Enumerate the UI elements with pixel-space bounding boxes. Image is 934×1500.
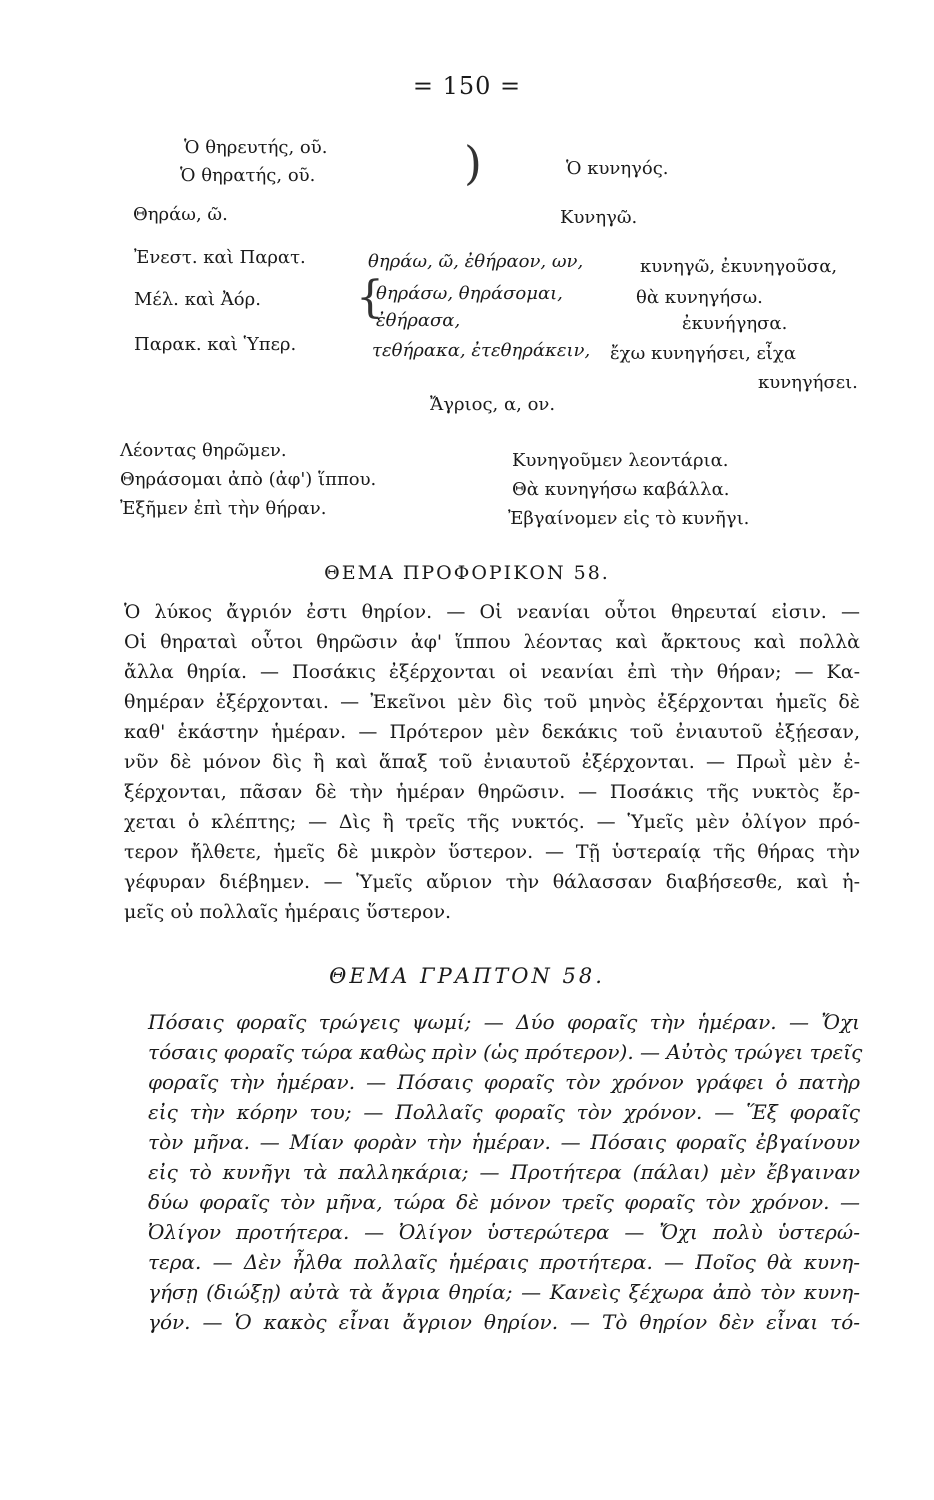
oral-line: Ὁ λύκος ἄγριόν ἐστι θηρίον. — Οἱ νεανίαι οὗτοι θηρευταί εἰσιν. — — [124, 601, 860, 623]
written-line: τερα. — Δὲν ἦλθα πολλαῖς ἡμέραις προτήτερα. — Ποῖος θὰ κυνη- — [148, 1250, 860, 1274]
phrase-modern-2: Θὰ κυνηγήσω καβάλλα. — [512, 479, 730, 500]
phrase-ancient-3: Ἐξῆμεν ἐπὶ τὴν θήραν. — [120, 498, 327, 519]
tense-label-perfect: Παρακ. καὶ Ὑπερ. — [134, 334, 297, 355]
tense-perfect-ancient: τεθήρακα, ἐτεθηράκειν, — [372, 340, 591, 361]
written-heading: ΘΕΜΑ ΓΡΑΠΤΟΝ 58. — [329, 964, 605, 988]
tense-perfect-modern-cont: κυνηγήσει. — [758, 372, 858, 393]
phrase-modern-1: Κυνηγοῦμεν λεοντάρια. — [512, 450, 729, 471]
oral-line: γέφυραν διέβημεν. — Ὑμεῖς αὔριον τὴν θάλασσαν διαβήσεσθε, καὶ ἡ- — [124, 871, 860, 893]
vocab-verb-ancient: Θηράω, ῶ. — [133, 204, 228, 225]
tense-future-ancient: θηράσω, θηράσομαι, — [376, 283, 563, 304]
oral-line: Οἱ θηραταὶ οὗτοι θηρῶσιν ἀφ' ἵππου λέοντας καὶ ἄρκτους καὶ πολλὰ — [124, 631, 860, 653]
written-line: Ὀλίγον προτήτερα. — Ὀλίγον ὑστερώτερα — Ὄχι πολὺ ὑστερώ- — [148, 1220, 860, 1244]
tense-present-ancient: θηράω, ῶ, ἐθήραον, ων, — [368, 251, 584, 272]
written-line: Πόσαις φοραῖς τρώγεις ψωμί; — Δύο φοραῖς τὴν ἡμέραν. — Ὄχι — [148, 1010, 860, 1034]
brace: ) — [464, 136, 482, 190]
vocab-noun-1: Ὁ θηρευτής, οῦ. — [184, 137, 328, 158]
tense-aorist-modern: ἐκυνήγησα. — [682, 313, 788, 334]
oral-line: νῦν δὲ μόνον δὶς ἢ καὶ ἅπαξ τοῦ ἐνιαυτοῦ ἐξέρχονται. — Πρωῒ μὲν ἐ- — [124, 751, 860, 773]
written-line: εἰς τὴν κόρην του; — Πολλαῖς φοραῖς τὸν χρόνον. — Ἕξ φοραῖς — [148, 1100, 860, 1124]
tense-future-modern: θὰ κυνηγήσω. — [636, 287, 763, 308]
vocab-noun-modern: Ὁ κυνηγός. — [566, 158, 669, 179]
vocab-verb-modern: Κυνηγῶ. — [560, 207, 638, 228]
tense-aorist-ancient: ἐθήρασα, — [376, 310, 461, 331]
tense-perfect-modern: ἔχω κυνηγήσει, εἶχα — [610, 343, 796, 364]
tense-label-present: Ἐνεστ. καὶ Παρατ. — [134, 247, 306, 268]
oral-line: τερον ἤλθετε, ἡμεῖς δὲ μικρὸν ὕστερον. — Τῇ ὑστεραίᾳ τῆς θήρας τὴν — [124, 841, 860, 863]
phrase-ancient-2: Θηράσομαι ἀπὸ (ἀφ') ἵππου. — [120, 469, 377, 490]
written-line: τόσαις φοραῖς τώρα καθὼς πρὶν (ὡς πρότερον). — Αὐτὸς τρώγει τρεῖς — [148, 1040, 863, 1064]
phrase-modern-3: Ἐβγαίνομεν εἰς τὸ κυνῆγι. — [508, 508, 750, 529]
vocab-adjective: Ἄγριος, α, ον. — [430, 394, 556, 415]
vocab-noun-2: Ὁ θηρατής, οῦ. — [180, 165, 316, 186]
written-line: δύω φοραῖς τὸν μῆνα, τώρα δὲ μόνον τρεῖς φοραῖς τὸν χρόνον. — — [148, 1190, 860, 1214]
tense-label-future: Μέλ. καὶ Ἀόρ. — [134, 289, 261, 310]
written-line: εἰς τὸ κυνῆγι τὰ παλληκάρια; — Προτήτερα (πάλαι) μὲν ἔβγαιναν — [148, 1160, 860, 1184]
written-line: γόν. — Ὁ κακὸς εἶναι ἄγριον θηρίον. — Τὸ θηρίον δὲν εἶναι τό- — [148, 1310, 860, 1334]
oral-line: θημέραν ἐξέρχονται. — Ἐκεῖνοι μὲν δὶς τοῦ μηνὸς ἐξέρχονται ἡμεῖς δὲ — [124, 691, 860, 713]
oral-line: χεται ὁ κλέπτης; — Δὶς ἢ τρεῖς τῆς νυκτός. — Ὑμεῖς μὲν ὀλίγον πρό- — [124, 811, 860, 833]
oral-line: καθ' ἑκάστην ἡμέραν. — Πρότερον μὲν δεκάκις τοῦ ἐνιαυτοῦ ἐξῄεσαν, — [124, 721, 860, 743]
phrase-ancient-1: Λέοντας θηρῶμεν. — [120, 440, 287, 461]
oral-heading: ΘΕΜΑ ΠΡΟΦΟΡΙΚΟΝ 58. — [324, 562, 610, 584]
written-line: γήσῃ (διώξῃ) αὐτὰ τὰ ἄγρια θηρία; — Κανεὶς ξέχωρα ἀπὸ τὸν κυνη- — [148, 1280, 860, 1304]
tense-present-modern: κυνηγῶ, ἐκυνηγοῦσα, — [640, 256, 838, 277]
page-number: = 150 = — [412, 72, 522, 100]
written-line: τὸν μῆνα. — Μίαν φορὰν τὴν ἡμέραν. — Πόσαις φοραῖς ἐβγαίνουν — [148, 1130, 860, 1154]
brace: { — [356, 272, 384, 323]
oral-line: ξέρχονται, πᾶσαν δὲ τὴν ἡμέραν θηρῶσιν. — Ποσάκις τῆς νυκτὸς ἔρ- — [124, 781, 860, 803]
oral-line: ἄλλα θηρία. — Ποσάκις ἐξέρχονται οἱ νεανίαι ἐπὶ τὴν θήραν; — Κα- — [124, 661, 860, 683]
oral-line: μεῖς οὐ πολλαῖς ἡμέραις ὕστερον. — [124, 901, 452, 923]
written-line: φοραῖς τὴν ἡμέραν. — Πόσαις φοραῖς τὸν χρόνον γράφει ὁ πατὴρ — [148, 1070, 860, 1094]
